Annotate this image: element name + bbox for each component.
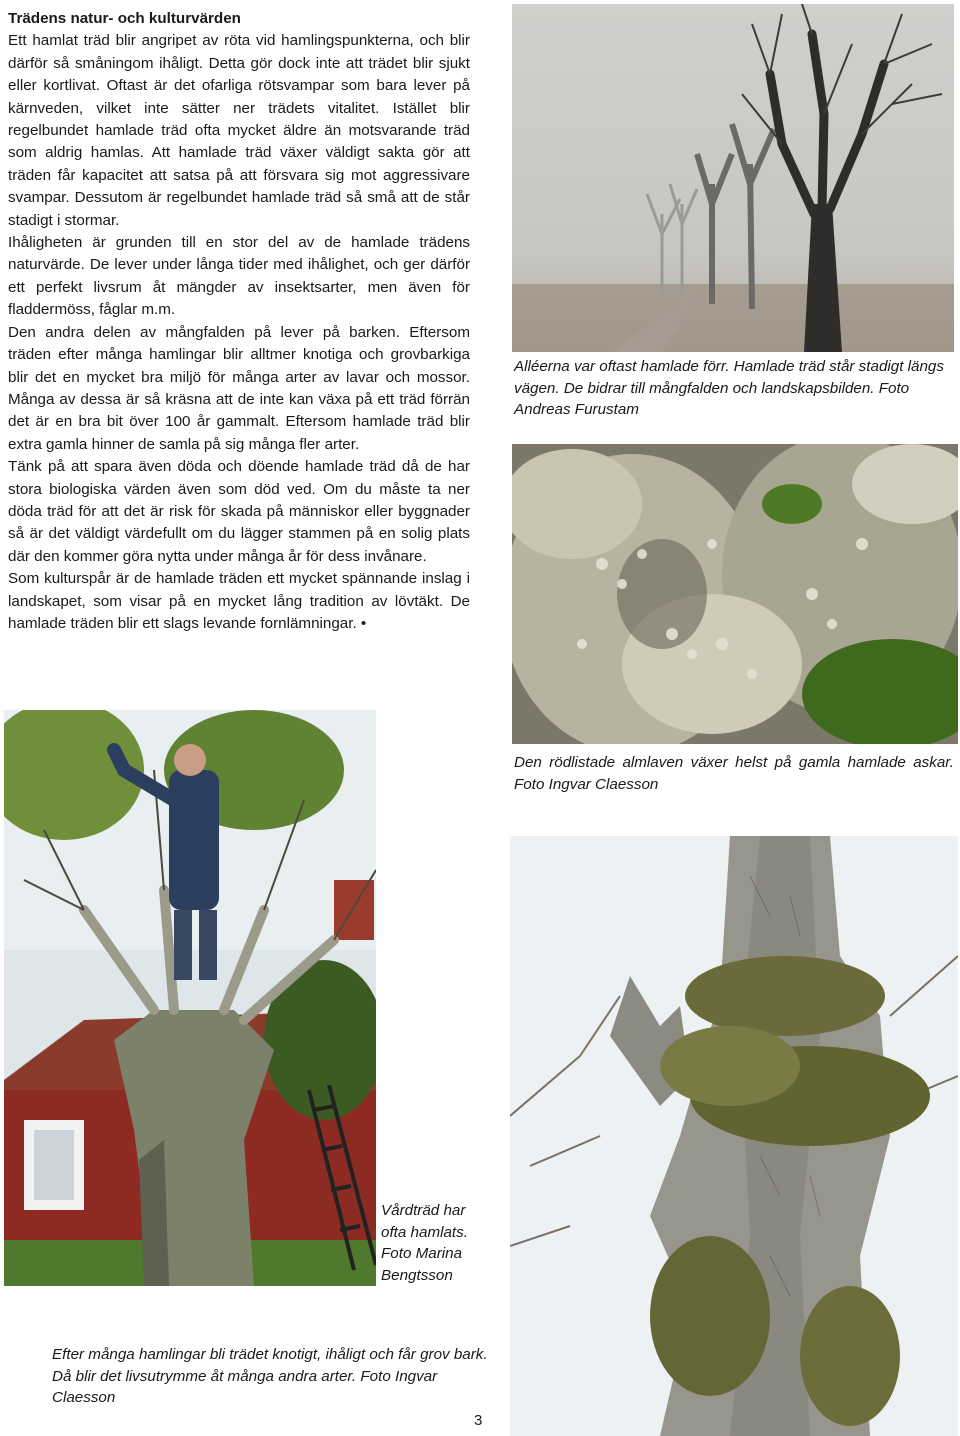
pollarding-caption: Vårdträd har ofta hamlats. Foto Marina Bengtsson (381, 1202, 468, 1284)
pollarding-photo (4, 710, 376, 1286)
article-heading: Trädens natur- och kulturvärden (8, 10, 241, 27)
lichen-caption: Den rödlistade almlaven växer helst på gamla hamlade askar. Foto Ingvar Claesson (514, 754, 954, 793)
article-body (8, 8, 470, 635)
article-paragraph: Den andra delen av mångfalden på lever på barken. Eftersom träden efter många hamlingar blir alltmer knotiga och grovbarkiga blir det en mycket bra miljö för många arter av lavar och mossor. Många av dessa är så kräsna att de inte kan växa på ett träd förrän det är en bra bit över 100 år gammalt. Eftersom hamlade träd blir extra gamla hinner de samla på sig många fler arter. (8, 323, 470, 453)
article-paragraph: Ihåligheten är grunden till en stor del av de hamlade trädens naturvärde. De lever under långa tider med ihålighet, och ger därför ett perfekt livsrum åt mängder av insektsarter, men även för fladdermöss, fåglar m.m. (8, 234, 470, 319)
article-paragraph: Som kulturspår är de hamlade träden ett mycket spännande inslag i landskapet, som visar på en mycket lång tradition av lövtäkt. De hamlade träden blir ett slags levande fornlämningar. • (8, 570, 470, 632)
article-paragraph: Ett hamlat träd blir angripet av röta vid hamlingspunkterna, och blir därför så småningom ihåligt. Detta gör dock inte att trädet blir sjukt eller kortlivat. Oftast är det ofarliga rötsvampar som bara lever på kärnveden, vilket inte sätter ner trädets vitalitet. Istället blir regelbundet hamlade träd ofta mycket äldre än motsvarande träd som aldrig hamlas. Att hamlade träd växer väldigt sakta gör att träden får kapacitet att satsa på att försvara sig mot aggressivare svampar. Dessutom är regelbundet hamlade träd så små att de står stadigt i stormar. (8, 32, 470, 229)
page-number: 3 (474, 1412, 483, 1429)
lichen-photo (512, 444, 958, 744)
knotty-caption: Efter många hamlingar bli trädet knotigt, ihåligt och får grov bark. Då blir det livsutrymme åt många andra arter. Foto Ingvar Claesson (52, 1346, 488, 1407)
knotty-trunk-photo (510, 836, 958, 1436)
avenue-caption: Alléerna var oftast hamlade förr. Hamlade träd står stadigt längs vägen. De bidrar till mångfalden och landskapsbilden. Foto Andreas Furustam (514, 358, 944, 419)
article-paragraph: Tänk på att spara även döda och döende hamlade träd då de har stora biologiska värden även som död ved. Om du måste ta ner döda träd för att det är risk för skada på människor eller byggnader så är det väldigt värdefullt om du lägger stammen på en solig plats där den kommer göra nytta under många år för dess invånare. (8, 458, 470, 565)
avenue-photo (512, 4, 954, 352)
